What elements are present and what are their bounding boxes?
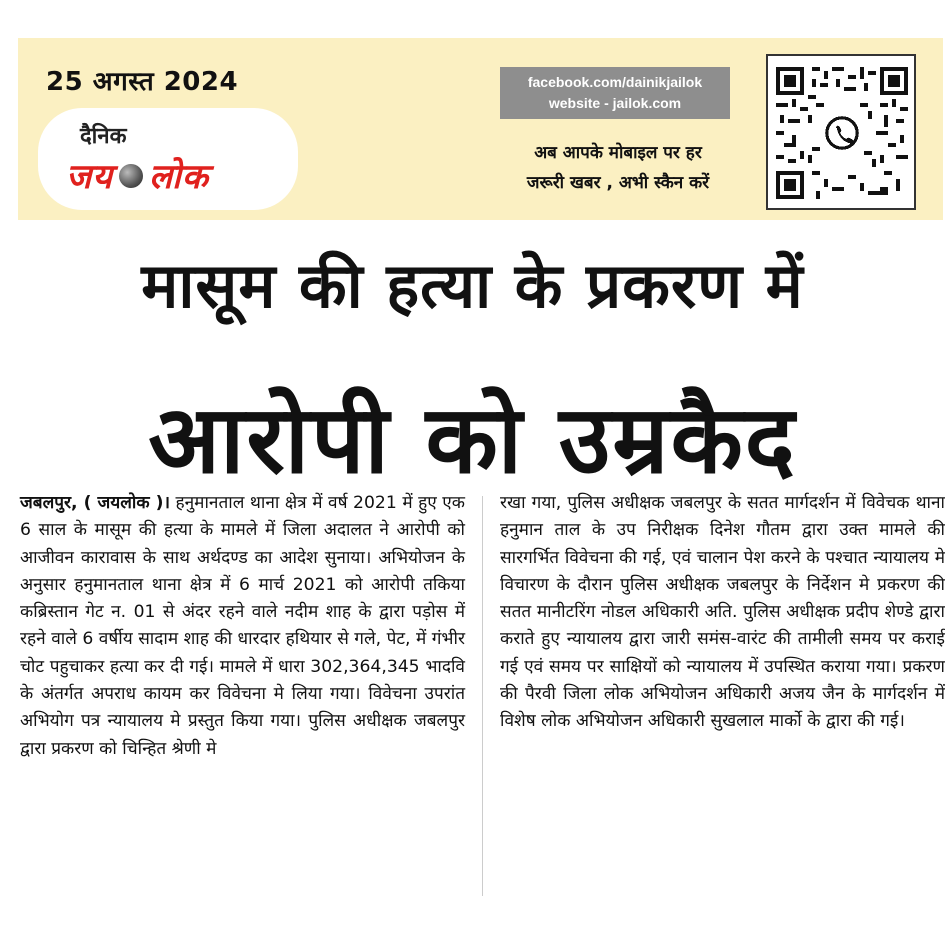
logo-name-right: लोक <box>148 157 209 197</box>
qr-code-whatsapp-icon[interactable] <box>766 54 916 210</box>
article-dateline: जबलपुर, ( जयलोक )। <box>20 493 170 513</box>
scan-prompt <box>488 138 748 198</box>
issue-date: 25 अगस्त 2024 <box>46 67 239 97</box>
logo-name-left: जय <box>66 157 113 197</box>
facebook-link[interactable]: facebook.com/dainikjailok <box>527 74 703 90</box>
scan-prompt-line1: अब आपके मोबाइल पर हर <box>534 143 702 163</box>
column-divider <box>482 496 483 896</box>
article-column-left <box>20 490 465 763</box>
scan-prompt-line2: जरूरी खबर , अभी स्कैन करें <box>526 173 710 193</box>
social-links-box <box>500 67 730 119</box>
headline-line2: आरोपी को उम्रकैद <box>148 386 797 495</box>
website-link[interactable]: website - jailok.com <box>548 95 682 111</box>
masthead <box>18 38 943 220</box>
logo-daily-label: दैनिक <box>80 124 127 149</box>
newspaper-logo <box>38 108 298 210</box>
globe-icon <box>119 164 143 188</box>
article-column-right <box>500 490 945 736</box>
article-right-text: रखा गया, पुलिस अधीक्षक जबलपुर के सतत मार्गदर्शन में विवेचक थाना हनुमान ताल के उप निरीक्षक दिनेश गौतम द्वारा उक्त मामले की सारगर्भित विवेचना की गई, एवं चालान पेश करने के पश्चात न्यायालय मे विचारण के दौरान पुलिस अधीक्षक जबलपुर के निर्देशन मे प्रकरण की सतत मानीटरिंग नोडल अधिकारी अति. पुलिस अधीक्षक प्रदीप शेण्डे द्वारा कराते हुए न्यायालय द्वारा जारी समंस-वारंट की तामीली समय पर कराई गई एवं समय पर साक्षियों को न्यायालय में उपस्थित कराया गया। प्रकरण की पैरवी जिला लोक अभियोजन अधिकारी अजय जैन के मार्गदर्शन में विशेष लोक अभियोजन अधिकारी सुखलाल मार्को के द्वारा की गई। <box>500 493 945 732</box>
article-left-text: हनुमानताल थाना क्षेत्र में वर्ष 2021 में हुए एक 6 साल के मासूम की हत्या के मामले में जिला अदालत ने आरोपी को आजीवन कारावास के साथ अर्थदण्ड का आदेश सुनाया। अभियोजन के अनुसार हनुमानताल थाना क्षेत्र में 6 मार्च 2021 को आरोपी तकिया कब्रिस्तान गेट न. 01 से अंदर रहने वाले नदीम शाह के द्वारा पड़ोस में रहने वाले 6 वर्षीय सादाम शाह की धारदार हथियार से गले, पेट, में गंभीर चोट पहुचाकर हत्या कर दी गई। मामले में धारा 302,364,345 भादवि के अंतर्गत अपराध कायम कर विवेचना मे लिया गया। विवेचना उपरांत अभियोग पत्र न्यायालय मे प्रस्तुत किया गया। पुलिस अधीक्षक जबलपुर द्वारा प्रकरण को चिन्हित श्रेणी मे <box>20 493 466 759</box>
headline-line1: मासूम की हत्या के प्रकरण में <box>141 249 804 322</box>
logo-name <box>66 152 209 198</box>
